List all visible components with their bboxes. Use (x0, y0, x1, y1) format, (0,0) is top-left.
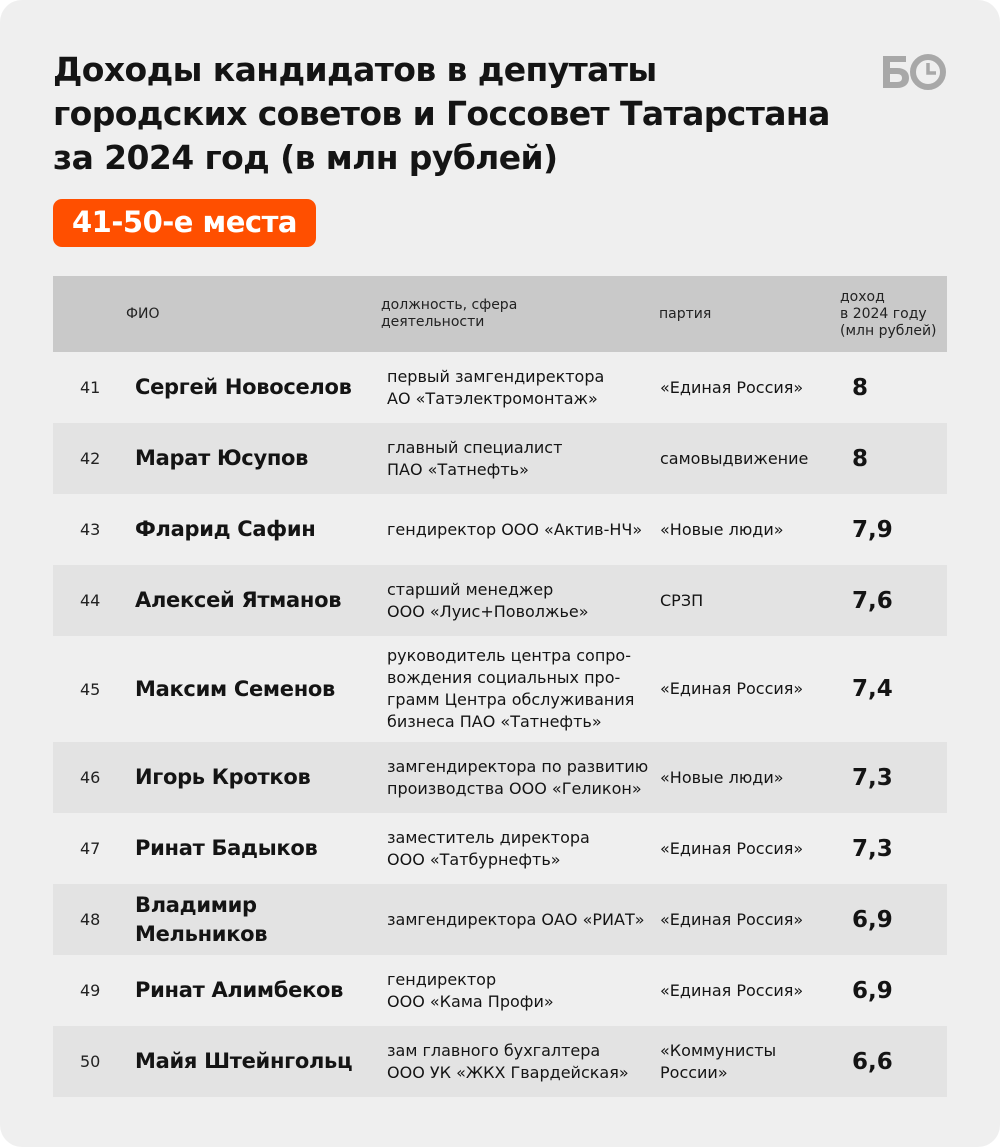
header-income: доход в 2024 году (млн рублей) (840, 288, 937, 339)
candidate-party: «Единая Россия» (660, 838, 804, 858)
candidate-income: 7,3 (852, 835, 893, 862)
candidate-name: Ринат Алимбеков (135, 978, 344, 1002)
candidate-role: заместитель директора ООО «Татбурнефть» (387, 827, 590, 869)
row-number: 45 (80, 679, 101, 699)
table-row (53, 1026, 947, 1097)
candidate-income: 8 (852, 374, 869, 401)
candidate-party: «Коммунисты России» (660, 1040, 777, 1082)
header-party: партия (659, 305, 712, 322)
table-header (53, 276, 947, 352)
clock-icon (913, 57, 943, 87)
candidate-income: 7,9 (852, 516, 893, 543)
table-row (53, 636, 947, 742)
candidate-party: самовыдвижение (660, 448, 809, 468)
header-role: должность, сфера деятельности (381, 297, 518, 330)
rank-range-badge: 41-50-е места (53, 199, 316, 247)
candidate-role: гендиректор ООО «Кама Профи» (387, 969, 554, 1011)
table-row (53, 955, 947, 1026)
candidate-role: замгендиректора по развитию производства ООО «Геликон» (387, 756, 649, 798)
candidate-name: Майя Штейнгольц (135, 1049, 353, 1073)
candidate-role: зам главного бухгалтера ООО УК «ЖКХ Гвардейская» (387, 1040, 629, 1082)
row-number: 50 (80, 1052, 101, 1071)
candidate-name: Алексей Ятманов (135, 588, 342, 612)
candidate-party: СРЗП (660, 590, 704, 610)
candidate-name: Владимир Мельников (135, 892, 268, 946)
header-name: ФИО (126, 305, 160, 322)
row-number: 44 (80, 591, 101, 610)
bo-logo (880, 52, 950, 92)
table-row (53, 884, 947, 955)
candidate-party: «Новые люди» (660, 767, 784, 787)
logo-graphic (880, 52, 950, 92)
row-number: 46 (80, 768, 101, 787)
candidate-name: Ринат Бадыков (135, 836, 318, 860)
candidate-role: замгендиректора ОАО «РИАТ» (387, 909, 645, 929)
table-row (53, 352, 947, 423)
table-row (53, 423, 947, 494)
candidate-party: «Новые люди» (660, 519, 784, 539)
candidate-income: 6,6 (852, 1048, 893, 1075)
candidate-party: «Единая Россия» (660, 377, 804, 397)
candidate-party: «Единая Россия» (660, 679, 804, 698)
candidate-role: главный специалист ПАО «Татнефть» (387, 437, 563, 479)
table-row (53, 742, 947, 813)
table-row (53, 565, 947, 636)
page-title: Доходы кандидатов в депутаты городских советов и Госсовет Татарстана за 2024 год (в млн рублей) (53, 50, 830, 177)
candidate-name: Игорь Кротков (135, 765, 311, 789)
row-number: 42 (80, 449, 101, 468)
candidate-party: «Единая Россия» (660, 980, 804, 1000)
candidate-income: 6,9 (852, 977, 893, 1004)
row-number: 48 (80, 910, 101, 929)
income-table (53, 276, 947, 1097)
candidate-name: Фларид Сафин (135, 517, 316, 541)
candidate-name: Максим Семенов (135, 676, 336, 701)
candidate-income: 7,6 (852, 587, 893, 614)
row-number: 49 (80, 981, 101, 1000)
row-number: 43 (80, 520, 101, 539)
row-number: 41 (80, 378, 101, 397)
candidate-role: руководитель центра сопро- вождения социальных про- грамм Центра обслуживания бизнеса ПАО «Татнефть» (387, 646, 635, 731)
table-row (53, 813, 947, 884)
table-row (53, 494, 947, 565)
candidate-name: Марат Юсупов (135, 446, 309, 470)
candidate-role: старший менеджер ООО «Луис+Поволжье» (387, 579, 589, 621)
candidate-name: Сергей Новоселов (135, 375, 352, 399)
candidate-income: 8 (852, 445, 869, 472)
candidate-role: гендиректор ООО «Актив-НЧ» (387, 519, 643, 539)
candidate-income: 7,4 (852, 676, 893, 702)
candidate-role: первый замгендиректора АО «Татэлектромонтаж» (387, 366, 605, 408)
row-number: 47 (80, 839, 101, 858)
candidate-party: «Единая Россия» (660, 909, 804, 929)
candidate-income: 7,3 (852, 764, 893, 791)
candidate-income: 6,9 (852, 906, 893, 933)
